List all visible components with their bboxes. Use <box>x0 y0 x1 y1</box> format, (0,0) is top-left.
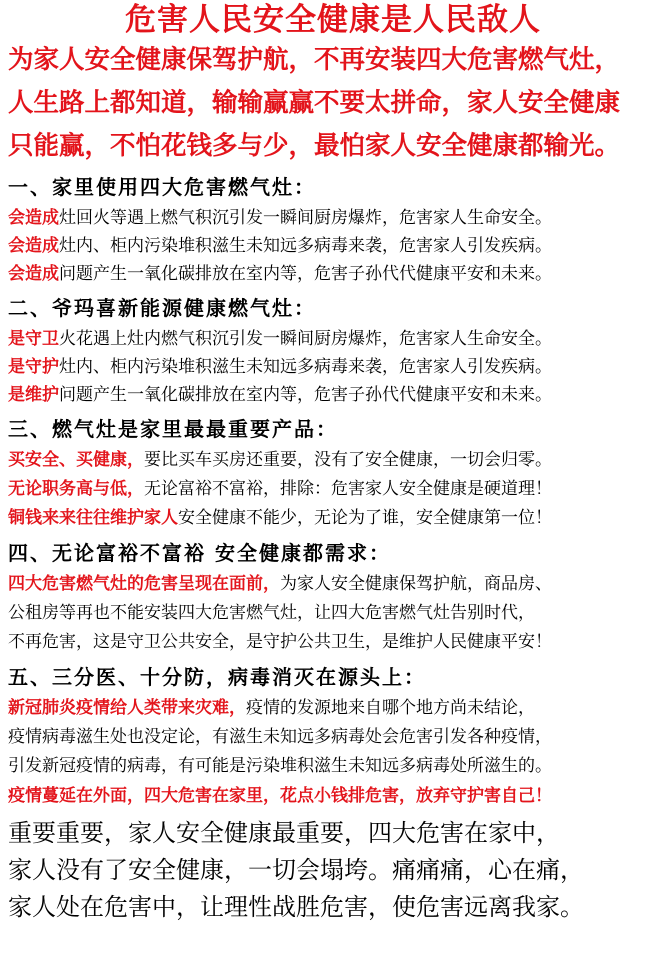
closing-line: 重要重要，家人安全健康最重要，四大危害在家中， <box>8 819 560 847</box>
section-line <box>8 475 658 504</box>
intro-block <box>8 44 658 163</box>
body-text: 疫情病毒滋生处也没定论，有滋生未知远多病毒处会危害引发各种疫情， <box>8 727 552 747</box>
body-text: 问题产生一氧化碳排放在室内等，危害子孙代代健康平安和未来。 <box>59 385 552 405</box>
closing-line: 家人处在危害中，让理性战胜危害，使危害远离我家。 <box>8 893 584 921</box>
section-line <box>8 570 658 599</box>
section-line <box>8 353 658 381</box>
body-text: 火花遇上灶内燃气积沉引发一瞬间厨房爆炸，危害家人生命安全。 <box>59 329 552 349</box>
section-two <box>8 294 658 409</box>
section-line <box>8 446 658 475</box>
body-text: 引发新冠疫情的病毒，有可能是污染堆积滋生未知远多病毒处所滋生的。 <box>8 756 552 776</box>
body-text: 问题产生一氧化碳排放在室内等，危害子孙代代健康平安和未来。 <box>59 264 552 284</box>
highlight-text: 会造成 <box>8 236 59 256</box>
closing-line: 家人没有了安全健康，一切会塌垮。痛痛痛，心在痛， <box>8 856 584 884</box>
highlight-text: 买安全、买健康， <box>8 450 144 470</box>
section-line <box>8 752 658 781</box>
highlight-text: 四大危害燃气灶的危害呈现在面前， <box>8 574 280 594</box>
section-one <box>8 173 658 288</box>
body-text: 公租房等再也不能安装四大危害燃气灶，让四大危害燃气灶告别时代， <box>8 603 535 623</box>
section-heading: 三、燃气灶是家里最最重要产品： <box>8 417 338 441</box>
section-line <box>8 381 658 409</box>
body-text: 灶回火等遇上燃气积沉引发一瞬间厨房爆炸，危害家人生命安全。 <box>59 208 552 228</box>
section-heading: 二、爷玛喜新能源健康燃气灶： <box>8 296 316 320</box>
highlight-text: 是维护 <box>8 385 59 405</box>
body-text: 无论富裕不富裕，排除：危害家人安全健康是硬道理！ <box>144 479 552 499</box>
intro-line: 为家人安全健康保驾护航，不再安装四大危害燃气灶， <box>8 45 621 75</box>
section-four <box>8 539 658 657</box>
body-text: 疫情的发源地来自哪个地方尚未结论， <box>246 698 535 718</box>
section-three <box>8 415 658 533</box>
section-heading: 一、家里使用四大危害燃气灶： <box>8 175 316 199</box>
body-text: 为家人安全健康保驾护航，商品房、 <box>280 574 552 594</box>
body-text: 不再危害，这是守卫公共安全，是守护公共卫生，是维护人民健康平安！ <box>8 632 552 652</box>
highlight-text: 是守护 <box>8 357 59 377</box>
intro-line: 人生路上都知道，输输赢赢不要太拼命，家人安全健康 <box>8 88 621 118</box>
section-line <box>8 504 658 533</box>
section-line <box>8 232 658 260</box>
body-text: 灶内、柜内污染堆积滋生未知远多病毒来袭，危害家人引发疾病。 <box>59 236 552 256</box>
body-text: 灶内、柜内污染堆积滋生未知远多病毒来袭，危害家人引发疾病。 <box>59 357 552 377</box>
section-line <box>8 260 658 288</box>
section-line <box>8 694 658 723</box>
red-statement: 疫情蔓延在外面，四大危害在家里，花点小钱排危害，放弃守护害自己！ <box>8 786 552 806</box>
highlight-text: 会造成 <box>8 208 59 228</box>
section-line <box>8 599 658 628</box>
highlight-text: 新冠肺炎疫情给人类带来灾难， <box>8 698 246 718</box>
section-five <box>8 663 658 811</box>
highlight-text: 会造成 <box>8 264 59 284</box>
section-heading: 四、无论富裕不富裕 安全健康都需求： <box>8 541 391 565</box>
body-text: 要比买车买房还重要，没有了安全健康，一切会归零。 <box>144 450 552 470</box>
body-text: 安全健康不能少，无论为了谁，安全健康第一位！ <box>178 508 552 528</box>
section-line <box>8 325 658 353</box>
page-title: 危害人民安全健康是人民敌人 <box>125 2 541 38</box>
section-heading: 五、三分医、十分防，病毒消灭在源头上： <box>8 665 426 689</box>
section-line <box>8 204 658 232</box>
highlight-text: 铜钱来来往往维护家人 <box>8 508 178 528</box>
highlight-text: 是守卫 <box>8 329 59 349</box>
closing-block <box>8 817 658 924</box>
section-line <box>8 723 658 752</box>
section-line <box>8 628 658 657</box>
intro-line: 只能赢，不怕花钱多与少，最怕家人安全健康都输光。 <box>8 131 621 161</box>
highlight-text: 无论职务高与低， <box>8 479 144 499</box>
